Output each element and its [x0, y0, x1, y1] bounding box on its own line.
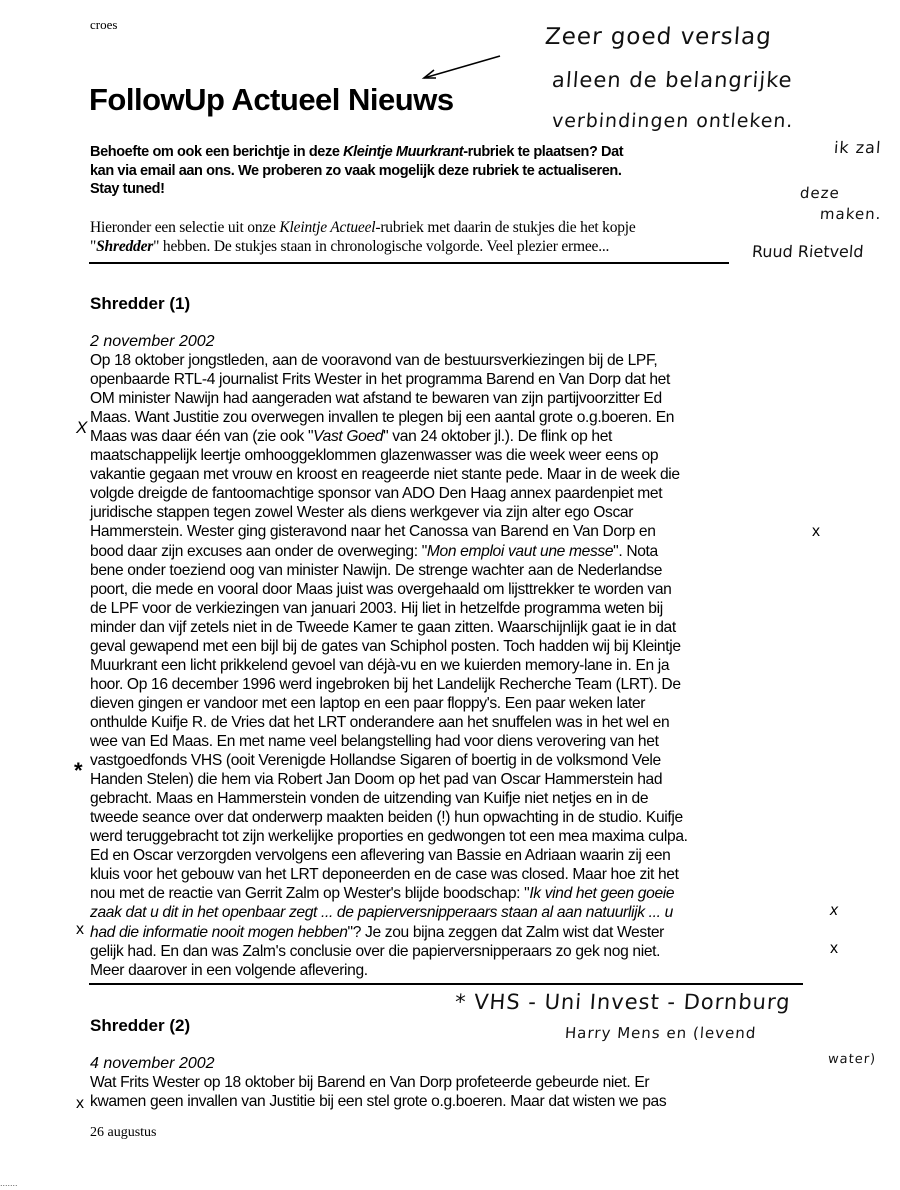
subintro-text: " hebben. De stukjes staan in chronologische volgorde. Veel plezier ermee... [153, 238, 610, 255]
article-text: vakantie gegaan met vrouw en kroost en reageerde niet stante pede. Maar in de week die [90, 466, 680, 484]
article-line [90, 466, 680, 484]
article-italic-text: Ik vind het geen goeie [529, 885, 675, 903]
handwritten-footnote-line3: water) [827, 1052, 877, 1067]
article-text: vastgoedfonds VHS (ooit Verenigde Hollandse Sigaren of boertig in de volksmond Vele [90, 752, 661, 770]
subintro-line1 [90, 218, 636, 237]
article-line [90, 562, 662, 580]
article-text: maatschappelijk leertje omhooggeklommen glazenwasser was die week weer eens op [90, 447, 659, 465]
article-text: tweede seance over dat onderwerp maakten beiden (!) hun opwachting in de studio. Kuifje [90, 809, 683, 827]
article-italic-text: Mon emploi vaut une messe [426, 542, 614, 560]
article-line [90, 790, 648, 808]
article-italic-text: zaak dat u dit in het openbaar zegt ... de papierversnipperaars staan al aan natuurlijk ... u [90, 904, 673, 922]
article-text: wee van Ed Maas. En met name veel belangstelling had voor diens verovering van het [90, 733, 659, 750]
article-text: werd teruggebracht tot zijn werkelijke proporties en gedwongen tot een mea maxima culpa. [90, 828, 688, 846]
handwritten-note-line6: maken. [819, 205, 883, 223]
article-line [90, 828, 688, 846]
article-line [90, 581, 671, 599]
article-text: OM minister Nawijn had aangeraden wat afstand te bewaren van zijn partijvoorzitter Ed [90, 390, 662, 408]
article-text: Hammerstein. Wester ging gisteravond naar het Canossa van Barend en Van Dorp en [90, 523, 656, 541]
article-line [90, 657, 669, 675]
article-line [90, 447, 658, 465]
intro-paragraph [90, 143, 623, 199]
article-line [90, 504, 633, 522]
handwritten-footnote-line2: Harry Mens en (levend [564, 1024, 757, 1042]
margin-x-mark: x [830, 902, 838, 919]
article-text: Op 18 oktober jongstleden, aan de vooravond van de bestuursverkiezingen bij de LPF, [90, 352, 658, 369]
page-title: FollowUp Actueel Nieuws [89, 82, 454, 117]
handwritten-signature: Ruud Rietveld [751, 242, 865, 261]
article-line [90, 943, 660, 961]
intro-line1 [90, 143, 623, 162]
article-text: dieven gingen er vandoor met een laptop en een paar floppy's. Een paar weken later [90, 694, 646, 712]
article-line [90, 866, 679, 884]
article-text: de LPF voor de verkiezingen van januari 2003. Hij liet in hetzelfde programma weten bij [90, 599, 663, 617]
subintro-text: -rubriek met daarin de stukjes die het kopje [375, 219, 636, 236]
article-text: Maas was daar één van (zie ook " [90, 428, 314, 446]
article-text: " van 24 oktober jl.). De flink op het [383, 428, 613, 446]
article-line [90, 523, 656, 541]
article-text: onthulde Kuifje R. de Vries dat het LRT onderandere aan het snuffelen was in het wel en [90, 713, 670, 731]
article-line [90, 752, 661, 770]
article-line [90, 600, 663, 618]
article-line [90, 714, 669, 732]
article-text: geval gewapend met een bijl bij de gates van Schiphol posten. Toch hadden wij bij Kleintje [90, 637, 681, 655]
article-text: "? Je zou bijna zeggen dat Zalm wist dat Wester [347, 923, 664, 941]
article-line [90, 962, 368, 980]
article-heading: Shredder (1) [90, 294, 191, 313]
article-text: ". Nota [613, 542, 658, 560]
article-line [90, 543, 658, 561]
margin-asterisk-mark: * [74, 758, 83, 783]
margin-x-mark: x [812, 523, 820, 540]
article-text: nou met de reactie van Gerrit Zalm op Wester's blijde boodschap: " [90, 885, 530, 903]
article-text: openbaarde RTL-4 journalist Frits Wester in het programma Barend en Van Dorp dat het [90, 371, 670, 389]
article-text: Muurkrant een licht prikkelend gevoel van déjà-vu en we kuierden memory-lane in. En ja [90, 656, 670, 674]
intro-text: -rubriek te plaatsen? Dat [463, 144, 624, 160]
article-line [90, 638, 681, 656]
subintro-text: Hieronder een selectie uit onze [90, 219, 280, 236]
margin-x-mark: x [76, 1095, 84, 1112]
handwritten-note-line3: verbindingen ontleken. [551, 110, 795, 132]
article-text: juridische stappen tegen zowel Wester als diens werkgever via zijn alter ego Oscar [90, 504, 634, 522]
article-line [90, 809, 683, 827]
article-line [90, 1074, 649, 1092]
article-text: Wat Frits Wester op 18 oktober bij Barend en Van Dorp profeteerde gebeurde niet. Er [90, 1074, 650, 1091]
margin-x-mark: x [76, 921, 84, 938]
scan-dots: ....... [0, 1178, 18, 1188]
handwritten-note-line1: Zeer goed verslag [544, 24, 773, 50]
subintro-line2 [90, 237, 636, 256]
article-line [90, 924, 664, 942]
article-line [90, 904, 673, 922]
article-line [90, 733, 659, 751]
article-line [90, 847, 671, 865]
article-line [90, 390, 662, 408]
article-line [90, 371, 670, 389]
article-text: gelijk had. En dan was Zalm's conclusie over die papierversnipperaars zo gek nog niet. [90, 942, 661, 960]
article-line [90, 1093, 666, 1111]
article-text: Maas. Want Justitie zou overwegen invallen te plegen bij een aantal grote o.g.boeren. En [90, 409, 675, 427]
subintro-text: " [90, 238, 97, 255]
article-text: gebracht. Maas en Hammerstein vonden de uitzending van Kuifje niet netjes en in de [90, 790, 649, 808]
article-line [90, 885, 674, 903]
divider [89, 262, 729, 264]
article-text: kluis voor het gebouw van het LRT deponeerden en de case was closed. Maar hoe zit het [90, 866, 679, 884]
article-text: volgde dreigde de fantoomachtige sponsor van ADO Den Haag annex paardenpiet met [90, 485, 663, 503]
intro-italic-text: Kleintje Muurkrant [343, 144, 464, 160]
intro-line3: Stay tuned! [90, 181, 165, 197]
subintro-bold-italic-text: Shredder [96, 238, 154, 255]
article-text: Meer daarover in een volgende aflevering. [90, 961, 368, 979]
article-text: poort, die mede en vooral door Maas juist was overgehaald om lijsttrekker te worden van [90, 580, 672, 598]
article-date: 4 november 2002 [90, 1055, 215, 1072]
handwritten-arrow-icon [418, 52, 503, 82]
article-text: bene onder toeziend oog van minister Nawijn. De strenge wachter aan de Nederlandse [90, 561, 663, 579]
subintro-italic-text: Kleintje Actueel [279, 219, 376, 236]
subintro-paragraph [90, 218, 636, 256]
handwritten-note-line5: deze [799, 184, 841, 202]
margin-x-mark: X [76, 418, 88, 437]
article-text: kwamen geen invallen van Justitie bij een stel grote o.g.boeren. Maar dat wisten we pas [90, 1093, 667, 1111]
article-heading: Shredder (2) [90, 1016, 191, 1035]
article-line [90, 352, 657, 370]
handwritten-note-line4: ik zal [833, 138, 883, 157]
article-text: bood daar zijn excuses aan onder de overweging: " [90, 542, 427, 560]
article-line [90, 428, 612, 446]
article-date: 2 november 2002 [90, 333, 215, 350]
article-text: hoor. Op 16 december 1996 werd ingebroken bij het Landelijk Recherche Team (LRT). De [90, 675, 681, 693]
margin-x-mark: x [830, 940, 838, 957]
divider [89, 983, 803, 985]
article-line [90, 485, 662, 503]
article-italic-text: had die informatie nooit mogen hebben [90, 923, 348, 941]
article-text: Handen Stelen) die hem via Robert Jan Doom op het pad van Oscar Hammerstein had [90, 771, 663, 789]
article-text: Ed en Oscar verzorgden vervolgens een aflevering van Bassie en Adriaan waarin zij een [90, 847, 671, 865]
article-line [90, 676, 681, 694]
article-text: minder dan vijf zetels niet in de Tweede Kamer te gaan zitten. Waarschijnlijk gaat ie in dat [90, 618, 676, 636]
article-line [90, 409, 674, 427]
article-line [90, 619, 676, 637]
article-line [90, 771, 662, 789]
intro-text: Behoefte om ook een berichtje in deze [90, 144, 344, 160]
handwritten-note-line2: alleen de belangrijke [551, 68, 794, 92]
intro-line2: kan via email aan ons. We proberen zo vaak mogelijk deze rubriek te actualiseren. [90, 162, 622, 179]
page-footer-label: 26 augustus [90, 1125, 157, 1140]
handwritten-footnote-line1: * VHS - Uni Invest - Dornburg [454, 990, 792, 1014]
corner-label: croes [90, 17, 118, 32]
article-italic-text: Vast Goed [313, 428, 384, 446]
article-line [90, 695, 645, 713]
